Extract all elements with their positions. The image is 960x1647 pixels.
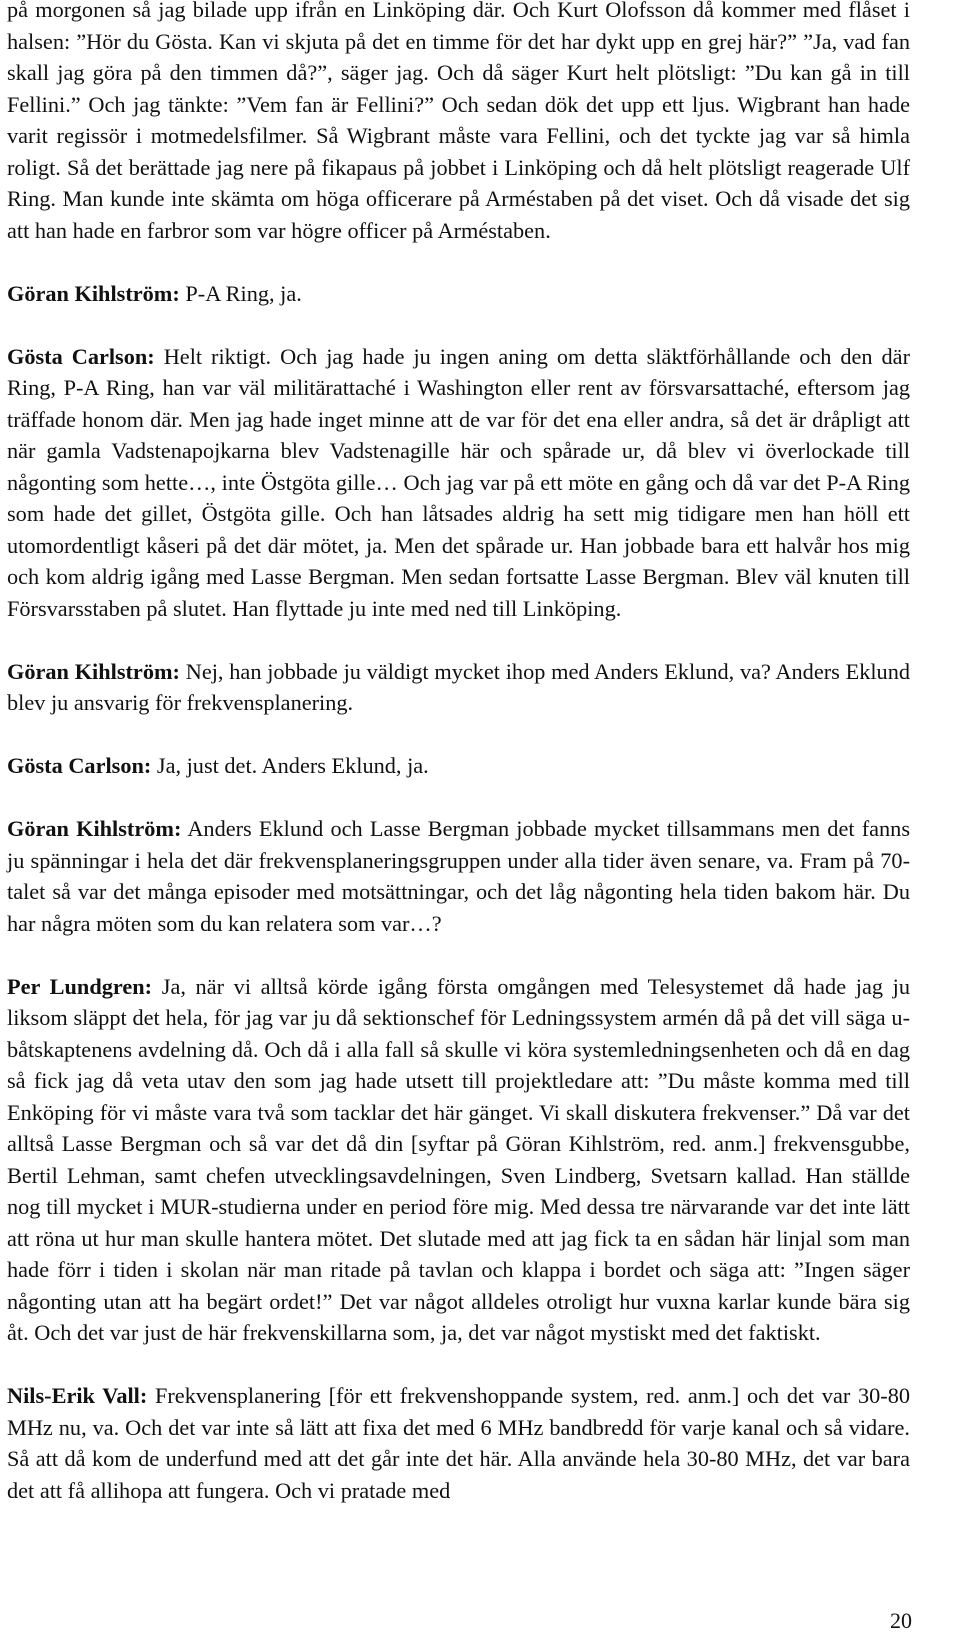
exchange-paragraph: [7, 971, 910, 1349]
intro-paragraph: på morgonen så jag bilade upp ifrån en Linköping där. Och Kurt Olofsson då kommer med flåset i halsen: ”Hör du Gösta. Kan vi skjuta på det en timme för det har dykt upp en grej här?” ”Ja, vad fan skall jag göra på den timmen då?”, säger jag. Och då säger Kurt helt plötsligt: ”Du kan gå in till Fellini.” Och jag tänkte: ”Vem fan är Fellini?” Och sedan dök det upp ett ljus. Wigbrant han hade varit regissör i motmedelsfilmer. Så Wigbrant måste vara Fellini, och det tyckte jag var så himla roligt. Så det berättade jag nere på fikapaus på jobbet i Linköping och då helt plötsligt reagerade Ulf Ring. Man kunde inte skämta om höga officerare på Arméstaben på det viset. Och då visade det sig att han hade en farbror som var högre officer på Arméstaben.: [7, 0, 910, 243]
speaker-name: Gösta Carlson:: [7, 343, 155, 369]
exchange-paragraph: [7, 278, 910, 310]
speech-text: Nej, han jobbade ju väldigt mycket ihop med Anders Eklund, va? Anders Eklund blev ju ansvarig för frekvensplanering.: [7, 658, 910, 715]
exchange-paragraph: [7, 656, 910, 719]
speech-text: Anders Eklund och Lasse Bergman jobbade mycket tillsammans men det fanns ju spänningar i hela det där frekvensplaneringsgruppen under alla tider även senare, va. Fram på 70-talet så var det många episoder med motsättningar, och det låg någonting hela tiden bakom här. Du har några möten som du kan relatera som var…?: [7, 816, 910, 936]
speech-text: Ja, när vi alltså körde igång första omgången med Telesystemet då hade jag ju liksom släppt det hela, för jag var ju då sektionschef för Ledningssystem armén då på det vill säga u-båtskaptenens avdelning då. Och då i alla fall så skulle vi köra systemledningsenheten och då en dag så fick jag då veta utav den som jag hade utsett till projektledare att: ”Du måste komma med till Enköping för vi måste vara två som tacklar det här gänget. Vi skall diskutera frekvenser.” Då var det alltså Lasse Bergman och så var det då din [syftar på Göran Kihlström, red. anm.] frekvensgubbe, Bertil Lehman, samt chefen utvecklingsavdelningen, Sven Lindberg, Svetsarn kallad. Han ställde nog till mycket i MUR-studierna under en period före mig. Med dessa tre närvarande var det inte lätt att röna ut hur man skulle hantera mötet. Det slutade med att jag fick ta en sådan här linjal som man hade förr i tiden i skolan när man ritade på tavlan och klappa i bordet och säga att: ”Ingen säger någonting utan att ha begärt ordet!” Det var något alldeles otroligt hur vuxna karlar kunde bära sig åt. Och det var just de här frekvenskillarna som, ja, det var något mystiskt med det faktiskt.: [7, 973, 910, 1345]
page-number: 20: [890, 1608, 912, 1633]
speaker-name: Göran Kihlström:: [7, 280, 180, 306]
exchange-paragraph: [7, 750, 910, 782]
speaker-name: Nils-Erik Vall:: [7, 1383, 148, 1408]
exchange-paragraph: [7, 1380, 910, 1506]
exchange-paragraph: [7, 341, 910, 625]
speech-text: Helt riktigt. Och jag hade ju ingen aning om detta släktförhållande och den där Ring, P-A Ring, han var väl militärattaché i Washington eller rent av försvarsattaché, eftersom jag träffade honom där. Men jag hade inget minne att de var för det ena eller andra, så det är dråpligt att när gamla Vadstenapojkarna blev Vadstenagille här och spårade ur, då blev vi överlockade till någonting som hette…, inte Östgöta gille… Och jag var på ett möte en gång och då var det P-A Ring som hade det gillet, Östgöta gille. Och han låtsades aldrig ha sett mig tidigare men han höll ett utomordentligt kåseri på det där mötet, ja. Men det spårade ur. Han jobbade bara ett halvår hos mig och kom aldrig igång med Lasse Bergman. Men sedan fortsatte Lasse Bergman. Blev väl knuten till Försvarsstaben på slutet. Han flyttade ju inte med ned till Linköping.: [7, 343, 910, 621]
speech-text: P-A Ring, ja.: [179, 280, 302, 306]
exchange-paragraph: [7, 813, 910, 939]
speech-text: Ja, just det. Anders Eklund, ja.: [151, 753, 429, 778]
speech-text: Frekvensplanering [för ett frekvenshoppande system, red. anm.] och det var 30-80 MHz nu, va. Och det var inte så lätt att fixa det med 6 MHz bandbredd för varje kanal och så vidare. Så att då kom de underfund med att det går inte det här. Alla använde hela 30-80 MHz, det var bara det att få allihopa att fungera. Och vi pratade med: [7, 1383, 910, 1503]
speaker-name: Gösta Carlson:: [7, 753, 152, 778]
speaker-name: Göran Kihlström:: [7, 816, 182, 841]
speaker-name: Per Lundgren:: [7, 973, 153, 999]
document-page: [7, 0, 910, 1538]
speaker-name: Göran Kihlström:: [7, 658, 180, 684]
